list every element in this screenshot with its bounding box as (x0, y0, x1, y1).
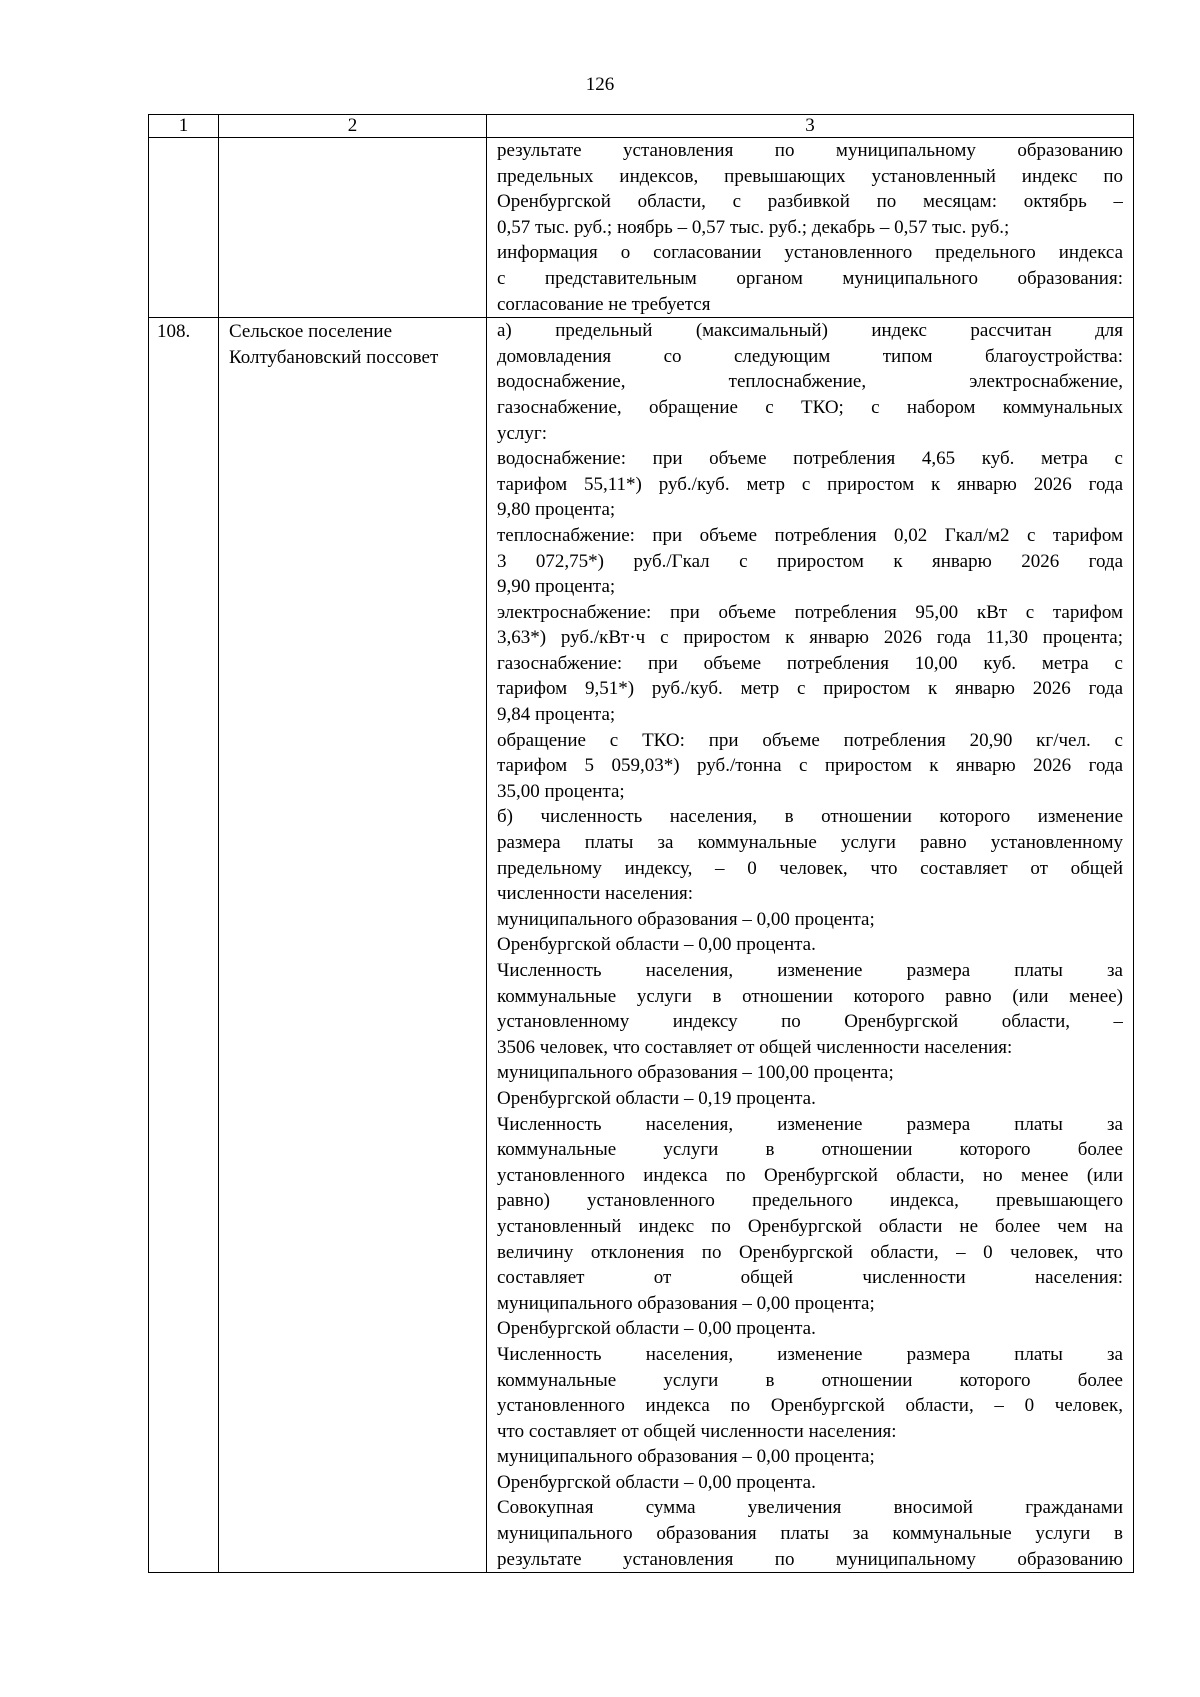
text-line: водоснабжение: при объеме потребления 4,65 куб. метра с (497, 448, 1123, 470)
text-line: 9,84 процента; (497, 704, 616, 726)
text-line: результате установления по муниципальному образованию (497, 1548, 1123, 1570)
text-line: муниципального образования – 0,00 процента; (497, 908, 875, 930)
text-line: информация о согласовании установленного предельного индекса (497, 242, 1123, 264)
text-line: Совокупная сумма увеличения вносимой гражданами (497, 1497, 1123, 1519)
municipality-name (219, 318, 486, 371)
municipality-cell (219, 318, 487, 1573)
text-line: муниципального образования платы за коммунальные услуги в (497, 1523, 1123, 1545)
description-cell (487, 138, 1134, 318)
text-line: Численность населения, изменение размера платы за (497, 1343, 1123, 1365)
municipality-name-line: Сельское поселение (229, 321, 393, 343)
text-line: составляет от общей численности населения: (497, 1267, 1123, 1289)
header-cell-2: 2 (219, 115, 487, 138)
text-line: 0,57 тыс. руб.; ноябрь – 0,57 тыс. руб.; декабрь – 0,57 тыс. руб.; (497, 216, 1010, 238)
text-line: с представительным органом муниципального образования: (497, 267, 1123, 289)
text-line: установленного индекса по Оренбургской области, но менее (или (497, 1164, 1123, 1186)
text-line: величину отклонения по Оренбургской области, – 0 человек, что (497, 1241, 1123, 1263)
text-line: тарифом 5 059,03*) руб./тонна с приростом к январю 2026 года (497, 755, 1123, 777)
text-line: муниципального образования – 0,00 процента; (497, 1446, 875, 1468)
text-line: предельному индексу, – 0 человек, что составляет от общей (497, 857, 1123, 879)
text-line: теплоснабжение: при объеме потребления 0,02 Гкал/м2 с тарифом (497, 524, 1123, 546)
text-line: муниципального образования – 0,00 процента; (497, 1292, 875, 1314)
text-line: 3,63*) руб./кВт·ч с приростом к январю 2026 года 11,30 процента; (497, 627, 1123, 649)
text-line: домовладения со следующим типом благоустройства: (497, 345, 1123, 367)
text-line: Оренбургской области – 0,00 процента. (497, 1318, 816, 1340)
row-number (149, 138, 218, 140)
text-line: обращение с ТКО: при объеме потребления 20,90 кг/чел. с (497, 729, 1123, 751)
row-number-cell (149, 318, 219, 1573)
page-number: 126 (585, 74, 615, 95)
text-line: Оренбургской области – 0,00 процента. (497, 934, 816, 956)
header-cell-1: 1 (149, 115, 219, 138)
text-line: водоснабжение, теплоснабжение, электроснабжение, (497, 371, 1123, 393)
municipality-name-line: Колтубановский поссовет (229, 346, 439, 368)
text-line: тарифом 9,51*) руб./куб. метр с приростом к январю 2026 года (497, 678, 1123, 700)
row-number-cell (149, 138, 219, 318)
text-line: муниципального образования – 100,00 процента; (497, 1062, 894, 1084)
text-line: б) численность населения, в отношении которого изменение (497, 806, 1123, 828)
text-line: 9,90 процента; (497, 576, 616, 598)
text-line: Численность населения, изменение размера платы за (497, 1113, 1123, 1135)
description-cell (487, 318, 1134, 1573)
row-number: 108. (157, 321, 191, 343)
text-line: тарифом 55,11*) руб./куб. метр с приростом к январю 2026 года (497, 473, 1123, 495)
text-line: согласование не требуется (497, 293, 711, 315)
description-text (487, 318, 1133, 1572)
text-line: газоснабжение: при объеме потребления 10,00 куб. метра с (497, 652, 1123, 674)
text-line: газоснабжение, обращение с ТКО; с набором коммунальных (497, 396, 1123, 418)
text-line: коммунальные услуги в отношении которого равно (или менее) (497, 985, 1123, 1007)
text-line: услуг: (497, 422, 547, 444)
text-line: 3506 человек, что составляет от общей численности населения: (497, 1036, 1013, 1058)
text-line: коммунальные услуги в отношении которого более (497, 1369, 1123, 1391)
text-line: Оренбургской области – 0,00 процента. (497, 1471, 816, 1493)
text-line: установленного индекса по Оренбургской области, – 0 человек, (497, 1395, 1123, 1417)
text-line: Численность населения, изменение размера платы за (497, 960, 1123, 981)
text-line: коммунальные услуги в отношении которого более (497, 1139, 1123, 1161)
text-line: установленный индекс по Оренбургской области не более чем на (497, 1215, 1123, 1237)
table-row-continuation (149, 138, 1134, 318)
text-line: а) предельный (максимальный) индекс рассчитан для (497, 320, 1123, 342)
text-line: результате установления по муниципальному образованию (497, 140, 1123, 161)
text-line: численности населения: (497, 883, 694, 905)
table-header-row (149, 115, 1134, 138)
index-table (148, 114, 1134, 1573)
text-line: 3 072,75*) руб./Гкал с приростом к январю 2026 года (497, 550, 1123, 572)
municipality-cell (219, 138, 487, 318)
text-line: установленному индексу по Оренбургской области, – (497, 1011, 1123, 1033)
text-line: равно) установленного предельного индекса, превышающего (497, 1190, 1123, 1212)
text-line: 9,80 процента; (497, 499, 616, 521)
text-line: Оренбургской области – 0,19 процента. (497, 1087, 816, 1109)
text-line: электроснабжение: при объеме потребления 95,00 кВт с тарифом (497, 601, 1123, 623)
municipality-name (219, 138, 486, 140)
text-line: размера платы за коммунальные услуги равно установленному (497, 832, 1123, 854)
description-text (487, 138, 1133, 317)
text-line: 35,00 процента; (497, 780, 625, 802)
text-line: что составляет от общей численности населения: (497, 1420, 897, 1442)
header-cell-3: 3 (487, 115, 1134, 138)
text-line: Оренбургской области, с разбивкой по месяцам: октябрь – (497, 191, 1123, 213)
text-line: предельных индексов, превышающих установленный индекс по (497, 165, 1123, 187)
table-row-108 (149, 318, 1134, 1573)
